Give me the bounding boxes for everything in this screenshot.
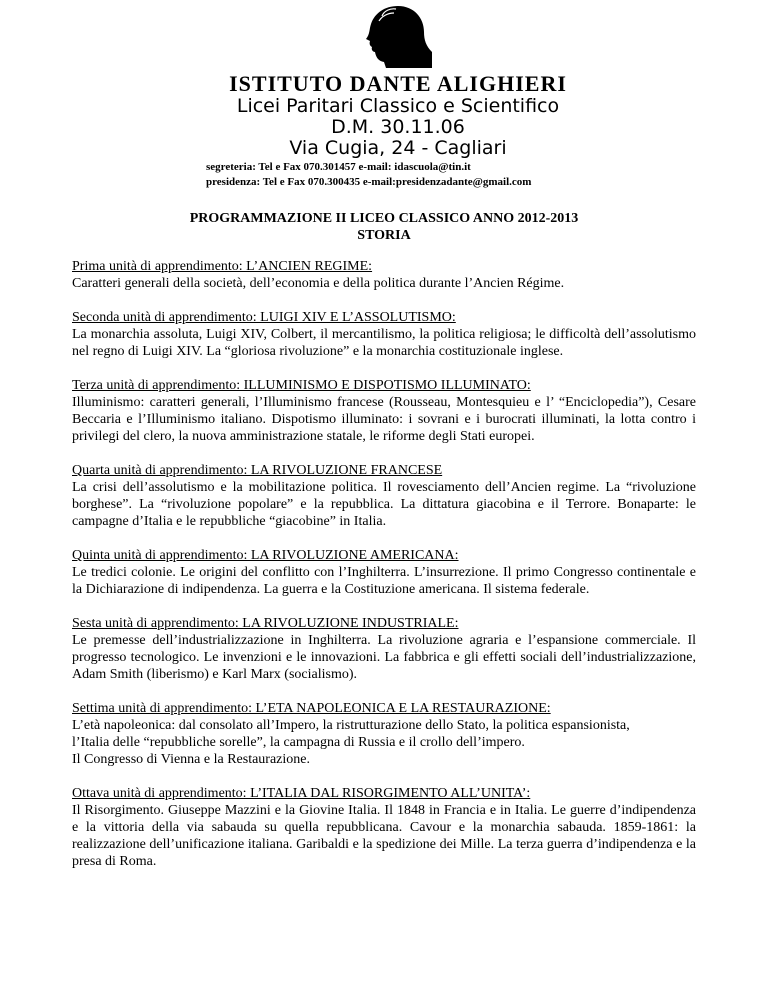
institute-subtitle: Licei Paritari Classico e Scientifico bbox=[236, 95, 560, 117]
unit-body: Illuminismo: caratteri generali, l’Illuminismo francese (Rousseau, Montesquieu e l’ “Enciclopedia”), Cesare Beccaria e l’Illuminismo italiano. Dispotismo illuminato: i sovrani e i burocrati illuminati, la lotta contro i privilegi del clero, la nuova amministrazione statale, le riforme degli Stati europei. bbox=[72, 395, 696, 444]
presidency-contact: presidenza: Tel e Fax 070.300435 e-mail:presidenzadante@gmail.com bbox=[206, 176, 532, 188]
dante-logo bbox=[340, 4, 432, 68]
unit-body-line: L’età napoleonica: dal consolato all’Impero, la ristrutturazione dello Stato, la politica espansionista, bbox=[72, 718, 630, 733]
unit-body: Le tredici colonie. Le origini del conflitto con l’Inghilterra. L’insurrezione. Il primo Congresso continentale e la Dichiarazione di indipendenza. La guerra e la Costituzione americana. Il sistema federale. bbox=[72, 565, 696, 597]
unit-body-line: l’Italia delle “repubbliche sorelle”, la campagna di Russia e il crollo dell’impero. bbox=[72, 735, 525, 750]
unit-section bbox=[72, 377, 696, 445]
unit-heading: Quinta unità di apprendimento: LA RIVOLUZIONE AMERICANA: bbox=[72, 548, 459, 563]
unit-section bbox=[72, 547, 696, 598]
letterhead bbox=[0, 72, 768, 159]
unit-heading: Settima unità di apprendimento: L’ETA NAPOLEONICA E LA RESTAURAZIONE: bbox=[72, 701, 551, 716]
unit-body-line: Il Congresso di Vienna e la Restaurazione. bbox=[72, 752, 310, 767]
address-line: Via Cugia, 24 - Cagliari bbox=[289, 137, 507, 159]
unit-section bbox=[72, 309, 696, 360]
units-list bbox=[72, 258, 696, 887]
secretariat-contact: segreteria: Tel e Fax 070.301457 e-mail: idascuola@tin.it bbox=[206, 161, 471, 173]
unit-section bbox=[72, 258, 696, 292]
decree-line: D.M. 30.11.06 bbox=[331, 116, 465, 138]
institute-name: ISTITUTO DANTE ALIGHIERI bbox=[229, 71, 567, 96]
unit-heading: Terza unità di apprendimento: ILLUMINISMO E DISPOTISMO ILLUMINATO: bbox=[72, 378, 531, 393]
program-title: PROGRAMMAZIONE II LICEO CLASSICO ANNO 2012-2013 bbox=[189, 211, 579, 226]
unit-body: La monarchia assoluta, Luigi XIV, Colbert, il mercantilismo, la politica religiosa; le difficoltà dell’assolutismo nel regno di Luigi XIV. La “gloriosa rivoluzione” e la monarchia costituzionale inglese. bbox=[72, 327, 696, 359]
unit-section bbox=[72, 785, 696, 870]
unit-body: Caratteri generali della società, dell’economia e della politica durante l’Ancien Régime. bbox=[72, 276, 565, 291]
unit-heading: Sesta unità di apprendimento: LA RIVOLUZIONE INDUSTRIALE: bbox=[72, 616, 459, 631]
unit-section bbox=[72, 700, 696, 768]
unit-heading: Prima unità di apprendimento: L’ANCIEN REGIME: bbox=[72, 259, 373, 274]
document-header bbox=[0, 210, 768, 244]
unit-body: La crisi dell’assolutismo e la mobilitazione politica. Il rovesciamento dell’Ancien regime. La “rivoluzione borghese”. La “rivoluzione popolare” e la repubblica. La dittatura giacobina e il Terrore. Bonaparte: le campagne d’Italia e le repubbliche “giacobine” in Italia. bbox=[72, 480, 696, 529]
unit-body: Le premesse dell’industrializzazione in Inghilterra. La rivoluzione agraria e l’espansione commerciale. Il progresso tecnologico. Le invenzioni e le innovazioni. La fabbrica e gli effetti sociali dell’industrializzazione, Adam Smith (liberismo) e Karl Marx (socialismo). bbox=[72, 633, 696, 682]
unit-body: Il Risorgimento. Giuseppe Mazzini e la Giovine Italia. Il 1848 in Francia e in Italia. Le guerre d’indipendenza e la vittoria della via sabauda su quella repubblicana. Cavour e la monarchia sabauda. 1859-1861: la realizzazione dell’unificazione italiana. Garibaldi e la spedizione dei Mille. La terza guerra d’indipendenza e la presa di Roma. bbox=[72, 803, 696, 869]
unit-heading: Seconda unità di apprendimento: LUIGI XIV E L’ASSOLUTISMO: bbox=[72, 310, 456, 325]
unit-section bbox=[72, 462, 696, 530]
unit-section bbox=[72, 615, 696, 683]
subject-title: STORIA bbox=[357, 228, 411, 243]
unit-heading: Quarta unità di apprendimento: LA RIVOLUZIONE FRANCESE bbox=[72, 463, 443, 478]
unit-heading: Ottava unità di apprendimento: L’ITALIA DAL RISORGIMENTO ALL’UNITA’: bbox=[72, 786, 531, 801]
